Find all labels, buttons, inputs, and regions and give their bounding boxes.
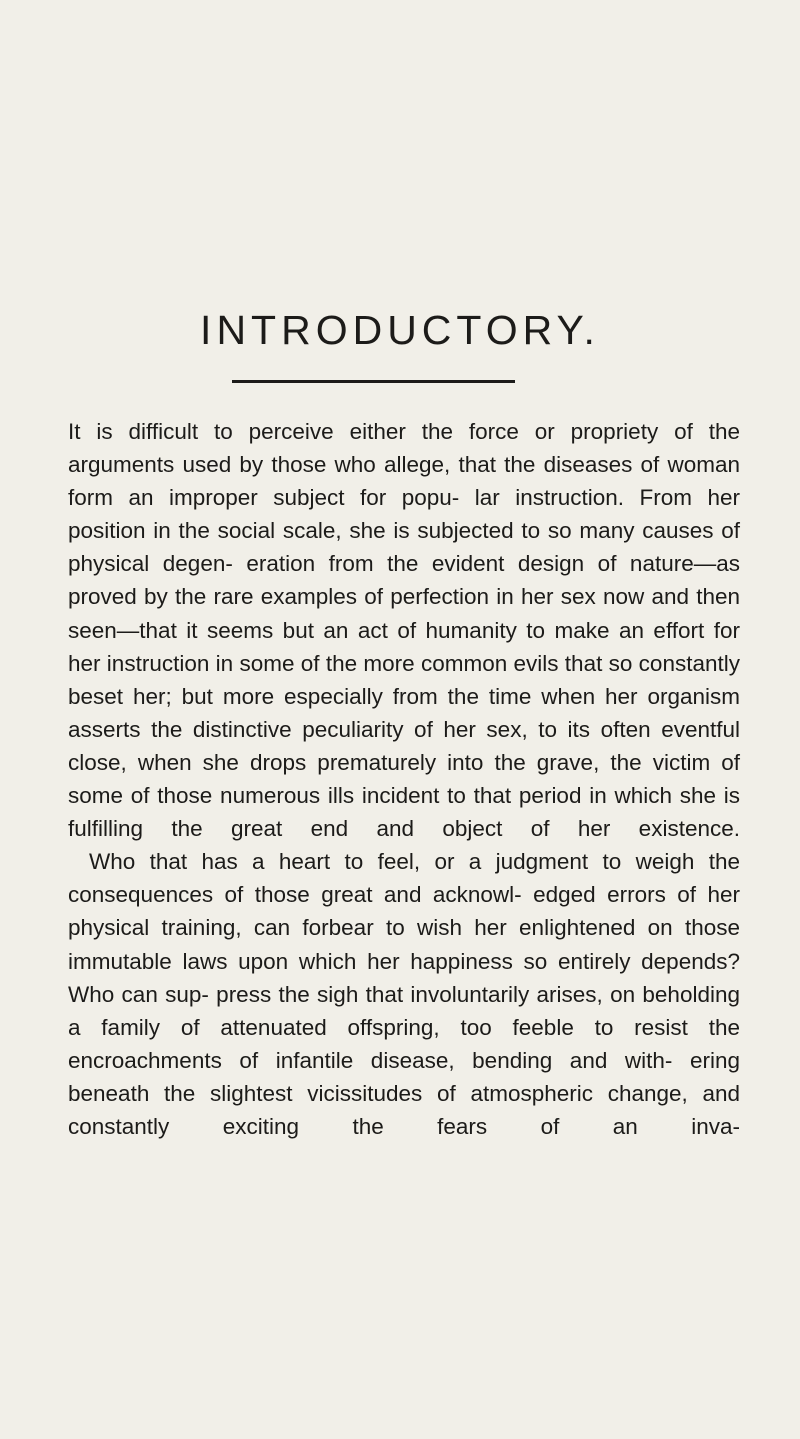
title-rule xyxy=(232,380,515,383)
page-title: INTRODUCTORY. xyxy=(200,307,600,353)
body-text xyxy=(68,415,740,1143)
paragraph-2: Who that has a heart to feel, or a judgment to weigh the consequences of those great and acknowl- edged errors of her physical training, can forbear to wish her enlightened on those immutable laws upon which her happiness so entirely depends? Who can sup- press the sigh that involuntarily arises, on beholding a family of attenuated offspring, too feeble to resist the encroachments of infantile disease, bending and with- ering beneath the slightest vicissitudes of atmospheric change, and constantly exciting the fears of an inva- xyxy=(68,849,740,1139)
paragraph-1: It is difficult to perceive either the force or propriety of the arguments used by those who allege, that the diseases of woman form an improper subject for popu- lar instruction. From her position in the social scale, she is subjected to so many causes of physical degen- eration from the evident design of nature—as proved by the rare examples of perfection in her sex now and then seen—that it seems but an act of humanity to make an effort for her instruction in some of the more common evils that so constantly beset her; but more especially from the time when her organism asserts the distinctive peculiarity of her sex, to its often eventful close, when she drops prematurely into the grave, the victim of some of those numerous ills incident to that period in which she is fulfilling the great end and object of her existence. xyxy=(68,419,740,842)
